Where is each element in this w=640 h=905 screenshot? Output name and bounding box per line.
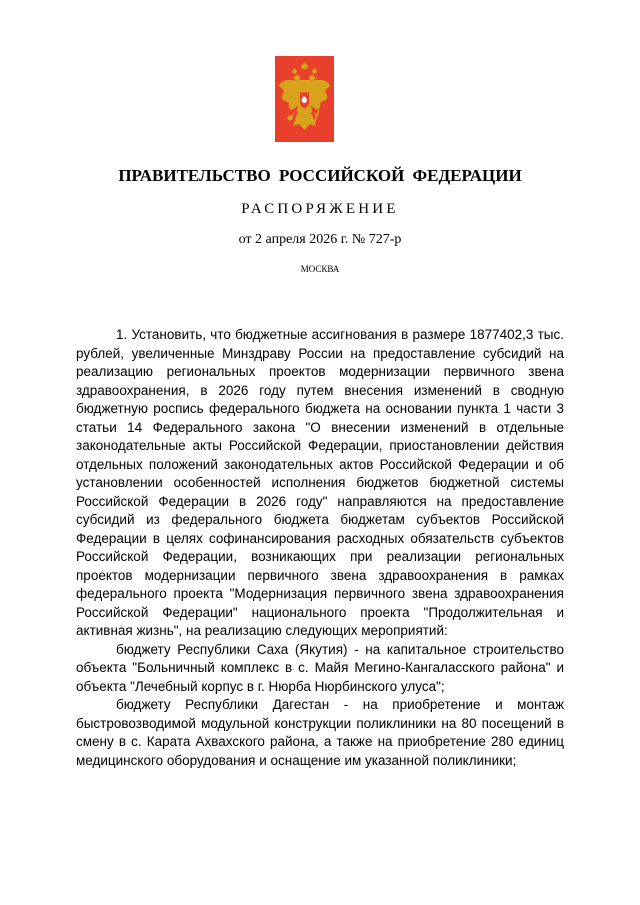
coat-of-arms-icon: [275, 56, 334, 142]
body-paragraph: 1. Установить, что бюджетные ассигнования в размере 1877402,3 тыс. рублей, увеличенные Минздраву России на предоставление субсидий на реализацию региональных проектов модернизации первичного звена здравоохранения, в 2026 году путем внесения изменений в сводную бюджетную роспись федерального бюджета на основании пункта 1 части 3 статьи 14 Федерального закона "О внесении изменений в отдельные законодательные акты Российской Федерации, приостановлении действия отдельных положений законодательных актов Российской Федерации и об установлении особенностей исполнения бюджетов бюджетной системы Российской Федерации в 2026 году" направляются на предоставление субсидий из федерального бюджета бюджетам субъектов Российской Федерации в целях софинансирования расходных обязательств субъектов Российской Федерации, возникающих при реализации региональных проектов модернизации первичного звена здравоохранения в рамках федерального проекта "Модернизация первичного звена здравоохранения Российской Федерации" национального проекта "Продолжительная и активная жизнь", на реализацию следующих мероприятий:: [76, 327, 564, 638]
document-body: [76, 326, 564, 770]
body-paragraph: бюджету Республики Дагестан - на приобретение и монтаж быстровозводимой модульной конструкции поликлиники на 80 посещений в смену в с. Карата Ахвахского района, а также на приобретение 280 единиц медицинского оборудования и оснащение им указанной поликлиники;: [76, 697, 564, 768]
document-city: МОСКВА: [300, 264, 340, 274]
body-paragraph: бюджету Республики Саха (Якутия) - на капитальное строительство объекта "Больничный комплекс в с. Майя Мегино-Кангаласского района" и объекта "Лечебный корпус в г. Нюрба Нюрбинского улуса";: [76, 641, 564, 694]
document-title: ПРАВИТЕЛЬСТВО РОССИЙСКОЙ ФЕДЕРАЦИИ: [118, 166, 522, 185]
document-date-number: от 2 апреля 2026 г. № 727-р: [238, 232, 402, 247]
document-type: РАСПОРЯЖЕНИЕ: [241, 201, 399, 217]
